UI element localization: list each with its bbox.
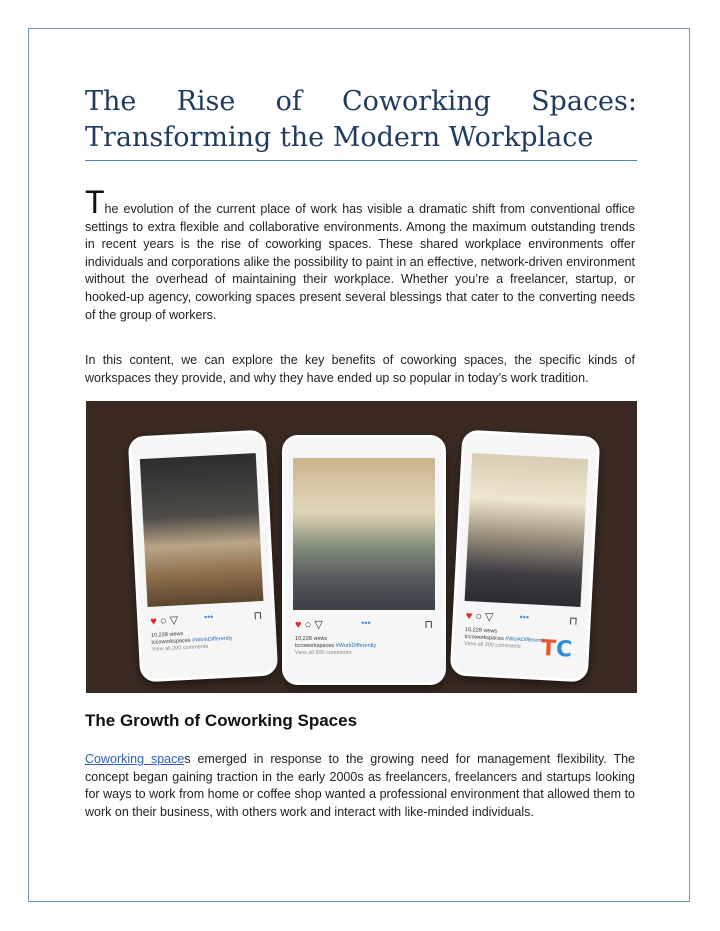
share-icon: ▽ (169, 614, 179, 627)
comments-link: View all 200 comments (464, 640, 521, 650)
view-count: 10,228 views (464, 626, 498, 635)
comments-link: View all 200 comments (295, 650, 352, 656)
title-line-2: Transforming the Modern Workplace (85, 122, 594, 153)
heart-icon: ♥ (150, 615, 158, 628)
share-icon: ▽ (314, 619, 323, 631)
bookmark-icon: ⊓ (424, 619, 433, 631)
view-count: 10,228 views (295, 636, 328, 642)
heart-icon: ♥ (295, 619, 302, 631)
coworking-space-link[interactable]: Coworking space (85, 752, 185, 766)
office-photo (465, 453, 589, 607)
office-photo (293, 458, 435, 610)
comment-icon: ○ (304, 619, 312, 631)
growth-text: s emerged in response to the growing need for management flexibility. The concept began gaining traction in the early 2000s as freelancers, freelancers and startups looking for ways to work from home or coffee shop wanted a professional environment that allowed them to work on their business, with others work and interact with like-minded individuals. (85, 752, 635, 819)
title-word: The (85, 86, 137, 117)
section-heading: The Growth of Coworking Spaces (85, 711, 358, 730)
post-hashtag: #WorkDifferently (191, 635, 233, 644)
office-photo (140, 453, 264, 607)
title-word: Rise (176, 86, 236, 117)
bookmark-icon: ⊓ (253, 609, 263, 623)
post-card (128, 430, 279, 683)
brand-logo: TC (540, 635, 573, 663)
title-word: Coworking (342, 86, 491, 117)
title-line-1 (85, 84, 637, 120)
comment-icon: ○ (159, 615, 167, 628)
carousel-dots: ••• (519, 611, 530, 623)
carousel-dots: ••• (203, 611, 214, 623)
hero-image (86, 401, 637, 693)
post-hashtag: #WorkDifferently (335, 643, 377, 649)
bookmark-icon: ⊓ (568, 615, 578, 628)
heart-icon: ♥ (465, 609, 473, 623)
post-hashtag: #WorkDifferently (505, 636, 546, 645)
drop-cap: T (85, 184, 105, 220)
intro-text: he evolution of the current place of work has visible a dramatic shift from conventional office settings to extra flexible and collaborative environments. Among the maximum outstanding trends in recent years is the rise of coworking spaces. These shared workplace environments offer individuals and corporations alike the possibility to paint in an effective, network-driven environment without the overhead of maintaining their workplace. Whether you’re a freelancer, startup, or hooked-up agency, coworking spaces present several blessings that cater to the converting needs of the group of workers. (85, 202, 635, 322)
comment-icon: ○ (475, 610, 483, 623)
title-word: Spaces: (531, 86, 637, 117)
post-handle: tccoworkspaces (295, 643, 335, 649)
comments-link: View all 200 comments (151, 643, 209, 653)
growth-paragraph (85, 751, 635, 821)
page-title (85, 84, 637, 156)
post-card (282, 435, 446, 685)
intro-paragraph (85, 184, 635, 324)
share-icon: ▽ (484, 611, 494, 624)
carousel-dots: ••• (361, 618, 371, 628)
title-word: of (275, 86, 302, 117)
post-handle: tccoworkspaces (464, 633, 504, 642)
post-card (450, 430, 601, 683)
title-underline (85, 160, 637, 161)
view-count: 10,228 views (150, 631, 184, 639)
post-handle: tccoworkspaces (151, 637, 191, 646)
overview-paragraph: In this content, we can explore the key benefits of coworking spaces, the specific kinds of workspaces they provide, and why they have ended up so popular in today’s work tradition. (85, 353, 635, 385)
